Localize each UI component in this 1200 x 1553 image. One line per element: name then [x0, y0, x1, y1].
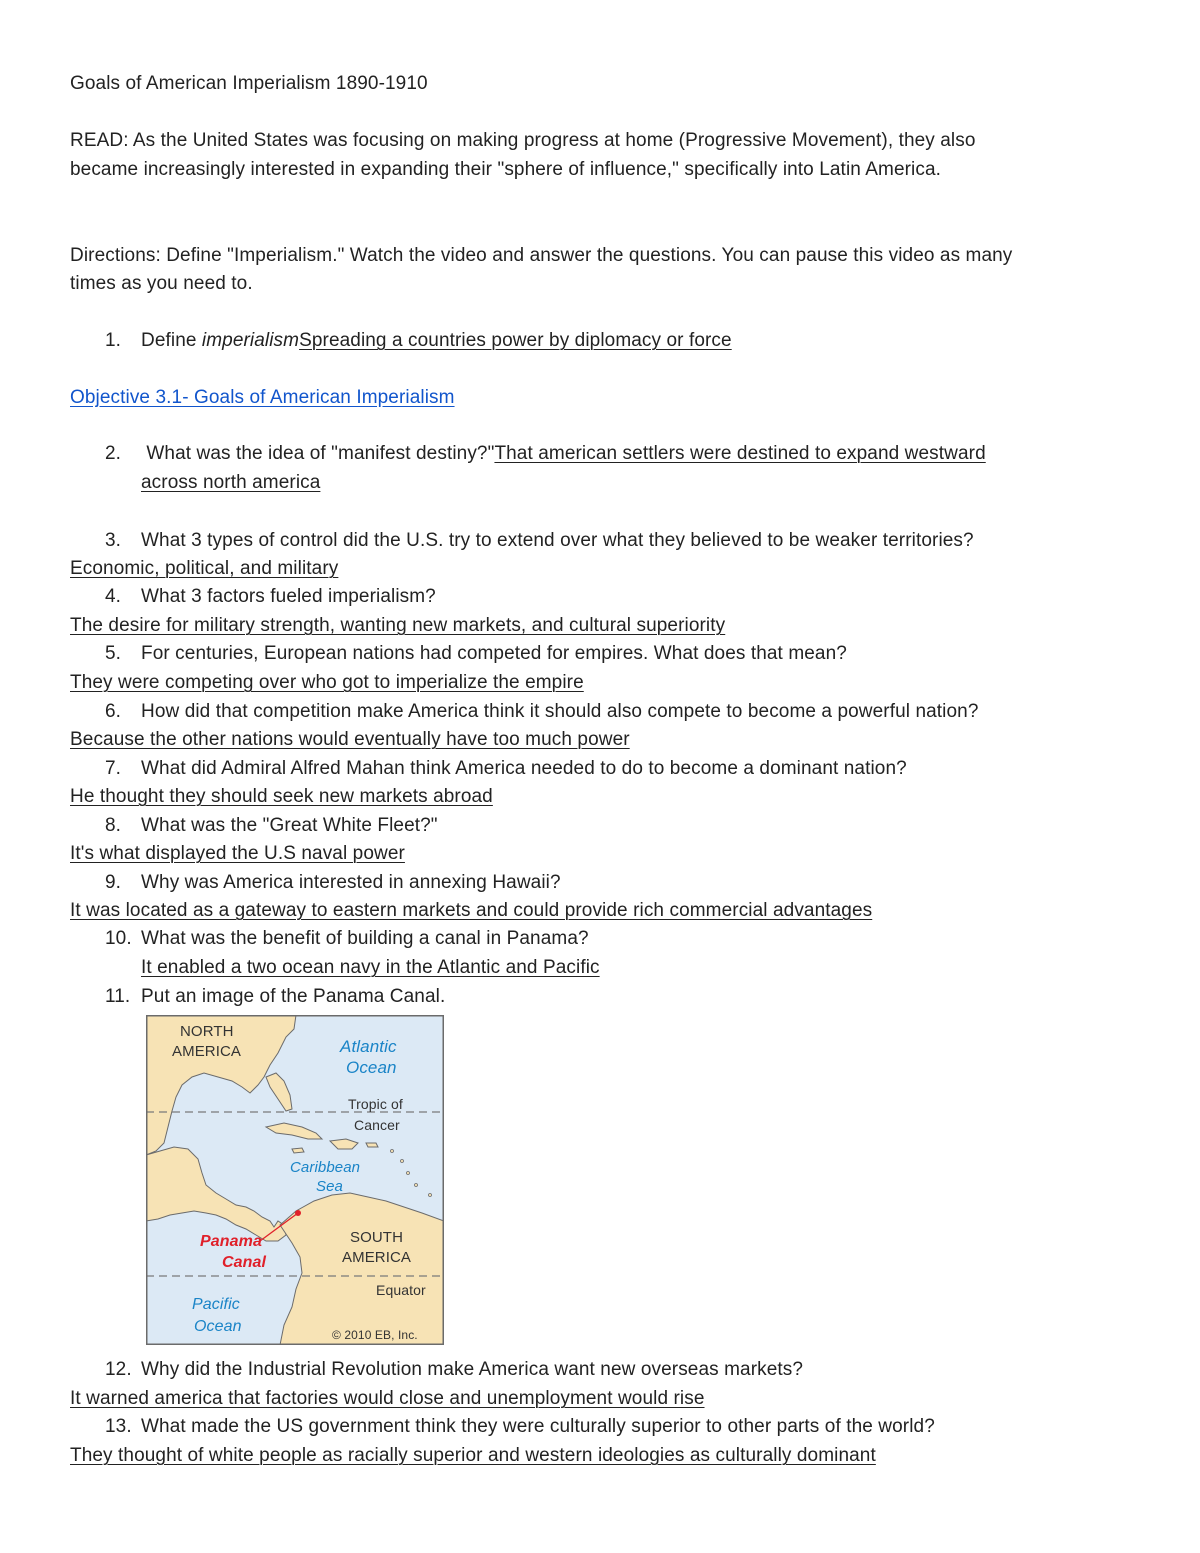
label-atlantic-1: Atlantic	[340, 1037, 397, 1056]
question-9	[105, 870, 561, 896]
answer-text-continued[interactable]: across north america	[141, 472, 321, 493]
question-text: Why was America interested in annexing Hawaii?	[141, 872, 561, 893]
jamaica-land	[292, 1148, 304, 1153]
question-12	[105, 1357, 803, 1383]
answer-12[interactable]: It warned america that factories would close and unemployment would rise	[70, 1388, 705, 1409]
question-number: 1.	[105, 330, 122, 351]
label-panama-1: Panama	[200, 1233, 262, 1250]
directions-line-1: Directions: Define "Imperialism." Watch the video and answer the questions. You can pause this video as many	[70, 245, 1013, 266]
answer-9[interactable]: It was located as a gateway to eastern markets and could provide rich commercial advantages	[70, 900, 873, 921]
question-11	[105, 984, 445, 1010]
directions-line-2: times as you need to.	[70, 273, 253, 294]
map-copyright: © 2010 EB, Inc.	[332, 1328, 418, 1342]
document-title: Goals of American Imperialism 1890-1910	[70, 73, 428, 94]
puerto-rico-land	[366, 1143, 378, 1147]
label-equator: Equator	[376, 1282, 426, 1298]
panama-canal-map	[146, 1015, 444, 1345]
answer-7[interactable]: He thought they should seek new markets abroad	[70, 786, 493, 807]
question-number: 4.	[105, 586, 122, 607]
label-tropic-1: Tropic of	[348, 1096, 403, 1112]
island	[407, 1172, 410, 1175]
label-north-america-1: NORTH	[180, 1023, 234, 1040]
question-number: 13.	[105, 1416, 132, 1437]
label-north-america-2: AMERICA	[172, 1043, 242, 1060]
question-13	[105, 1414, 935, 1440]
label-tropic-2: Cancer	[354, 1117, 400, 1133]
question-number: 12.	[105, 1359, 132, 1380]
read-paragraph-line-1: READ: As the United States was focusing on making progress at home (Progressive Movement), they also	[70, 130, 976, 151]
question-text: For centuries, European nations had competed for empires. What does that mean?	[141, 643, 847, 664]
island	[391, 1150, 394, 1153]
answer-3[interactable]: Economic, political, and military	[70, 558, 339, 579]
label-pacific-1: Pacific	[192, 1296, 240, 1313]
label-panama-2: Canal	[222, 1254, 267, 1271]
label-south-america-2: AMERICA	[342, 1249, 412, 1266]
island	[401, 1160, 404, 1163]
question-1	[105, 328, 732, 354]
answer-5[interactable]: They were competing over who got to imperialize the empire	[70, 672, 584, 693]
question-text: What 3 types of control did the U.S. try to extend over what they believed to be weaker territories?	[141, 530, 974, 551]
question-number: 5.	[105, 643, 122, 664]
question-text: What 3 factors fueled imperialism?	[141, 586, 436, 607]
question-text: What was the "Great White Fleet?"	[141, 815, 438, 836]
question-text: What was the idea of "manifest destiny?"	[141, 443, 495, 464]
question-text: Put an image of the Panama Canal.	[141, 986, 446, 1007]
question-number: 11.	[105, 986, 131, 1007]
south-america-land	[280, 1193, 444, 1345]
question-number: 2.	[105, 443, 122, 464]
question-number: 8.	[105, 815, 122, 836]
question-term: imperialism	[201, 330, 300, 351]
question-10	[105, 926, 589, 952]
read-paragraph-line-2: became increasingly interested in expanding their "sphere of influence," specifically into Latin America.	[70, 159, 942, 180]
answer-text[interactable]: That american settlers were destined to expand westward	[494, 443, 986, 464]
answer-text[interactable]: Spreading a countries power by diplomacy or force	[299, 330, 732, 351]
question-8	[105, 813, 438, 839]
answer-4[interactable]: The desire for military strength, wanting new markets, and cultural superiority	[70, 615, 726, 636]
answer-13[interactable]: They thought of white people as racially superior and western ideologies as culturally dominant	[70, 1445, 876, 1466]
question-3	[105, 528, 974, 554]
objective-link[interactable]: Objective 3.1- Goals of American Imperialism	[70, 387, 455, 408]
question-number: 10.	[105, 928, 132, 949]
question-number: 3.	[105, 530, 122, 551]
label-caribbean-2: Sea	[316, 1178, 343, 1195]
answer-8[interactable]: It's what displayed the U.S naval power	[70, 843, 405, 864]
question-number: 9.	[105, 872, 122, 893]
question-6	[105, 699, 979, 725]
question-text: How did that competition make America think it should also compete to become a powerful nation?	[141, 701, 979, 722]
label-pacific-2: Ocean	[194, 1318, 242, 1335]
label-south-america-1: SOUTH	[350, 1229, 403, 1246]
question-2	[105, 441, 986, 467]
question-text: Why did the Industrial Revolution make America want new overseas markets?	[141, 1359, 804, 1380]
label-caribbean-1: Caribbean	[290, 1159, 361, 1176]
question-7	[105, 756, 907, 782]
question-text: What made the US government think they were culturally superior to other parts of the world?	[141, 1416, 935, 1437]
island	[429, 1194, 432, 1197]
panama-canal-marker	[295, 1210, 301, 1216]
question-number: 7.	[105, 758, 122, 779]
island	[415, 1184, 418, 1187]
question-5	[105, 641, 847, 667]
question-text: Define	[141, 330, 202, 351]
question-text: What was the benefit of building a canal in Panama?	[141, 928, 589, 949]
question-number: 6.	[105, 701, 122, 722]
answer-10[interactable]: It enabled a two ocean navy in the Atlantic and Pacific	[141, 957, 600, 978]
label-atlantic-2: Ocean	[346, 1058, 397, 1077]
answer-6[interactable]: Because the other nations would eventually have too much power	[70, 729, 630, 750]
question-4	[105, 584, 436, 610]
question-text: What did Admiral Alfred Mahan think America needed to do to become a dominant nation?	[141, 758, 907, 779]
